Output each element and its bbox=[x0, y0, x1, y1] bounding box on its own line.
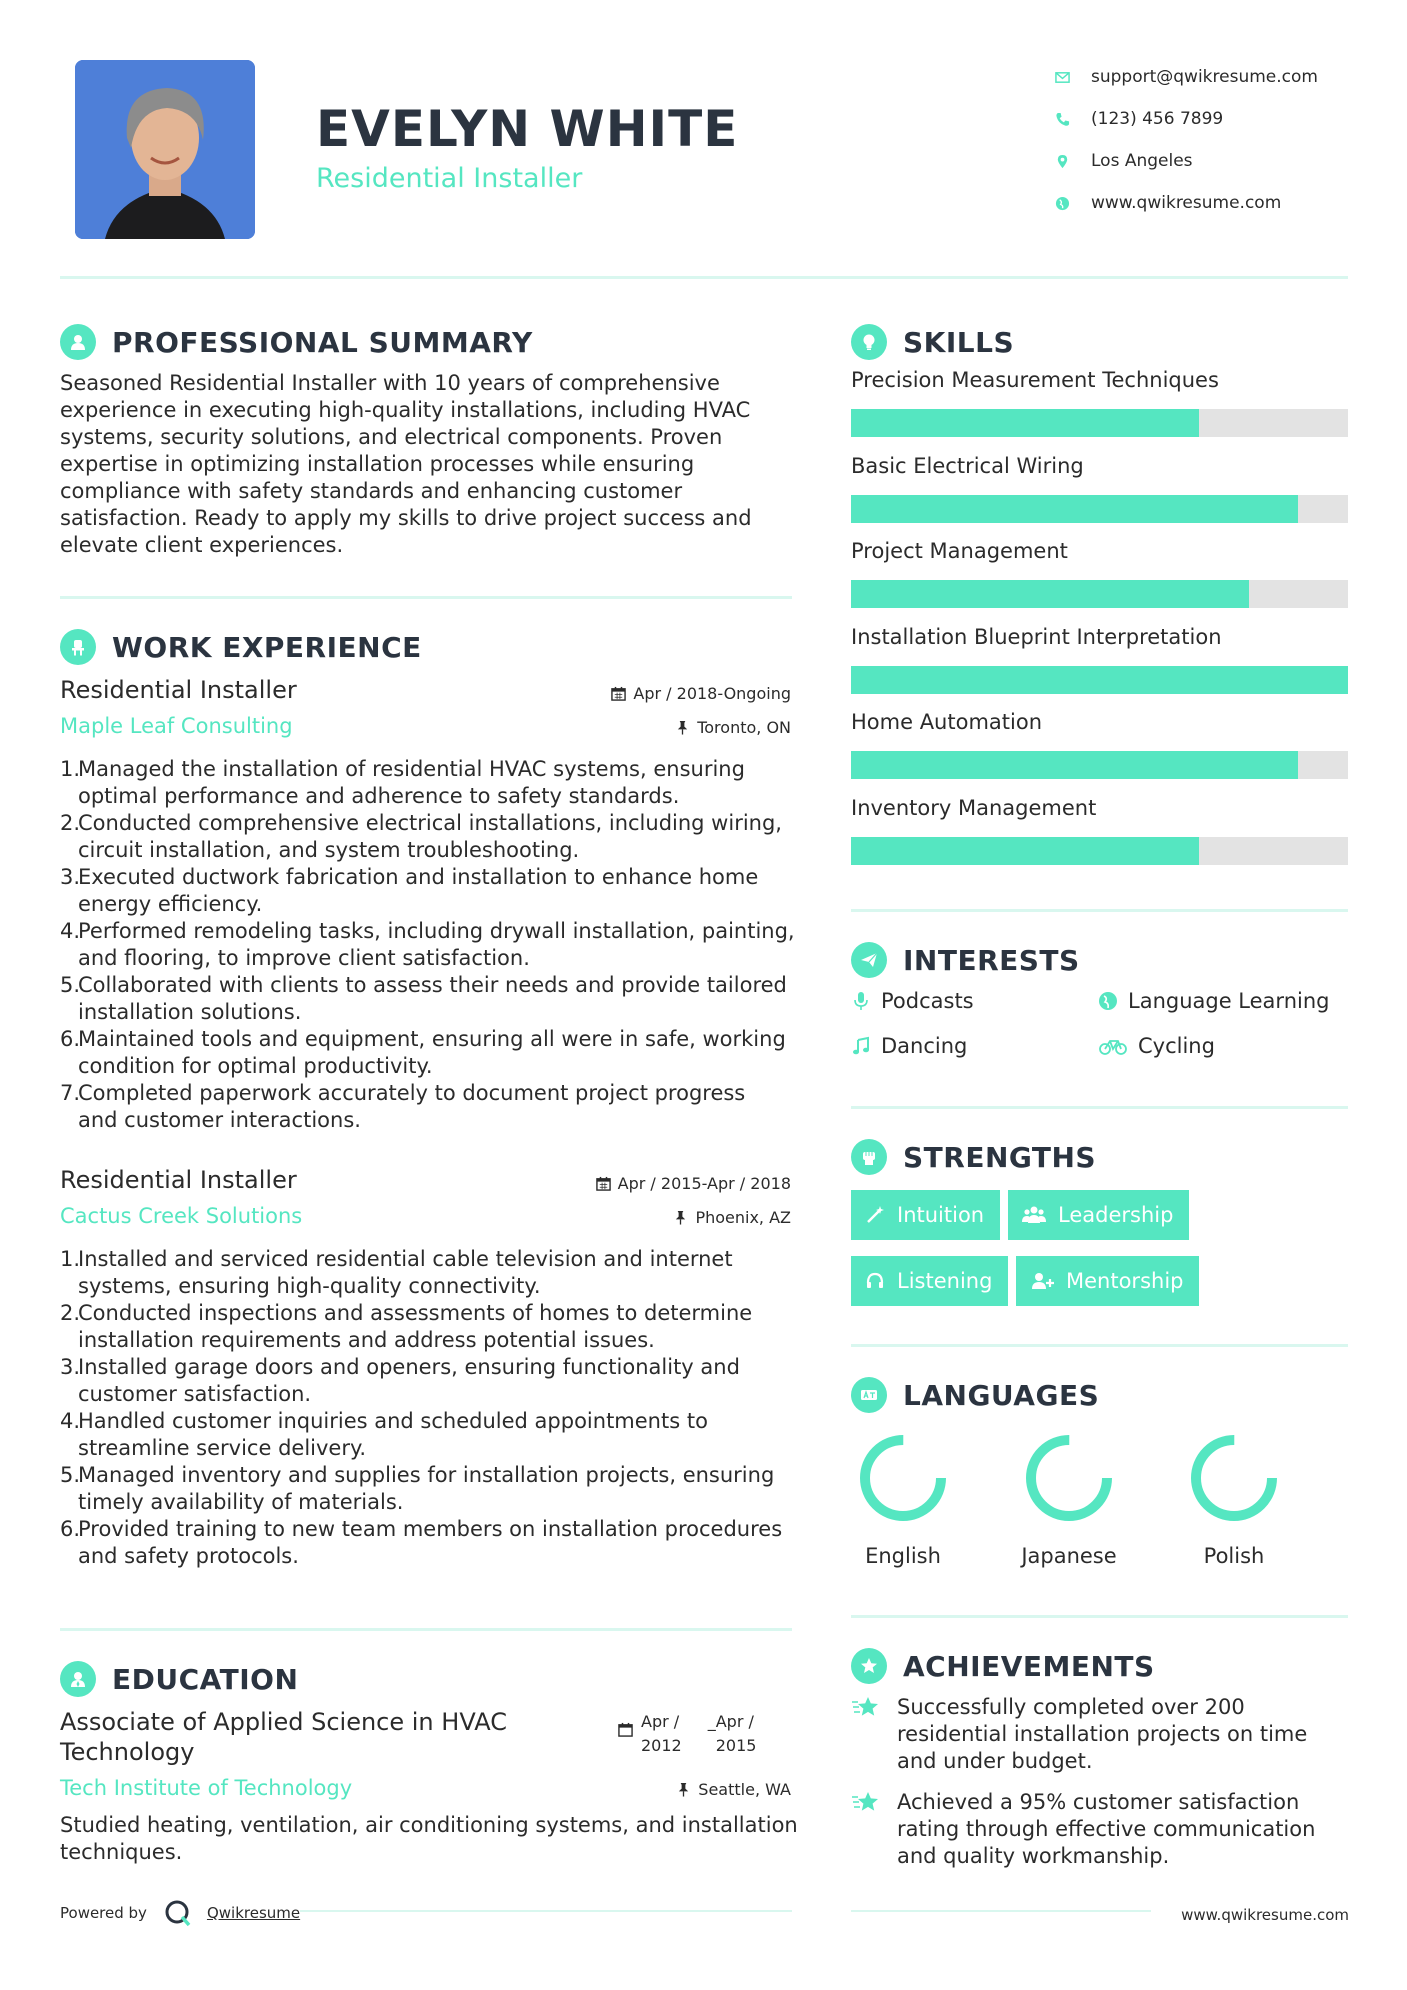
globe-icon bbox=[1055, 196, 1091, 211]
job-duties bbox=[60, 756, 800, 1134]
achievement-line: rating through effective communication bbox=[897, 1817, 1316, 1841]
summary-text bbox=[60, 370, 800, 559]
job-location-text: Phoenix, AZ bbox=[695, 1208, 791, 1227]
achievement-line: and quality workmanship. bbox=[897, 1844, 1170, 1868]
star-icon bbox=[851, 1789, 881, 1819]
achievement-text bbox=[897, 1789, 1315, 1870]
language-label: English bbox=[865, 1544, 941, 1568]
candidate-name: EVELYN WHITE bbox=[316, 100, 739, 158]
skill-label: Precision Measurement Techniques bbox=[851, 368, 1219, 392]
profile-photo bbox=[75, 60, 255, 239]
footer-divider-right bbox=[851, 1910, 1151, 1912]
education-start bbox=[641, 1710, 682, 1758]
contact-location bbox=[1055, 140, 1355, 182]
summary-line: compliance with safety standards and enhancing customer bbox=[60, 479, 683, 503]
language-ring-arc bbox=[1196, 1440, 1272, 1516]
education-title: EDUCATION bbox=[112, 1662, 299, 1696]
job-title: Residential Installer bbox=[60, 676, 297, 704]
degree-line: Associate of Applied Science in HVAC bbox=[60, 1708, 507, 1736]
achievement-item bbox=[851, 1694, 1307, 1775]
interest-item bbox=[851, 1034, 967, 1058]
language-ring-arc bbox=[865, 1440, 941, 1516]
contact-phone[interactable] bbox=[1055, 98, 1355, 140]
globe-icon bbox=[1098, 991, 1118, 1011]
company-name: Cactus Creek Solutions bbox=[60, 1204, 303, 1228]
end-month: _Apr / bbox=[707, 1712, 754, 1731]
language-ring bbox=[857, 1432, 949, 1524]
achievement-line: Achieved a 95% customer satisfaction bbox=[897, 1790, 1300, 1814]
strength-label: Listening bbox=[897, 1269, 993, 1293]
user-plus-icon bbox=[1030, 1271, 1054, 1291]
pushpin-icon bbox=[675, 720, 690, 735]
summary-title: PROFESSIONAL SUMMARY bbox=[112, 325, 533, 359]
strength-badge bbox=[851, 1190, 1000, 1240]
skill-bar-fill bbox=[851, 409, 1199, 437]
summary-heading bbox=[60, 324, 533, 360]
footer-divider-left bbox=[300, 1910, 792, 1912]
phone-icon bbox=[1055, 112, 1091, 127]
duty-item: 4. Handled customer inquiries and scheduled appointments to streamline service delivery. bbox=[60, 1409, 708, 1460]
phone-text: (123) 456 7899 bbox=[1091, 109, 1224, 129]
map-pin-icon bbox=[1055, 154, 1091, 169]
strength-badge bbox=[1016, 1256, 1199, 1306]
job-location bbox=[675, 718, 791, 737]
strengths-heading bbox=[851, 1139, 1096, 1175]
language-ring bbox=[1023, 1432, 1115, 1524]
start-year: 2012 bbox=[641, 1736, 682, 1755]
strength-label: Intuition bbox=[897, 1203, 985, 1227]
chair-icon bbox=[60, 629, 96, 665]
duty-item: 3. Executed ductwork fabrication and installation to enhance home energy efficiency. bbox=[60, 865, 759, 916]
duty-item: 6. Provided training to new team members on installation procedures and safety protocols. bbox=[60, 1517, 783, 1568]
duty-item: 3. Installed garage doors and openers, ensuring functionality and customer satisfaction. bbox=[60, 1355, 740, 1406]
lightbulb-icon bbox=[851, 324, 887, 360]
duty-item: 6. Maintained tools and equipment, ensuring all were in safe, working condition for optimal productivity. bbox=[60, 1027, 786, 1078]
duty-item: 2. Conducted inspections and assessments of homes to determine installation requirements and address potential issues. bbox=[60, 1301, 753, 1352]
education-description bbox=[60, 1812, 800, 1866]
achievements-title: ACHIEVEMENTS bbox=[903, 1649, 1155, 1683]
company-name: Maple Leaf Consulting bbox=[60, 714, 293, 738]
job-title: Residential Installer bbox=[60, 1166, 297, 1194]
calendar-icon bbox=[611, 686, 626, 701]
end-year: 2015 bbox=[715, 1736, 757, 1755]
interests-divider bbox=[851, 1106, 1348, 1109]
achievement-text bbox=[897, 1694, 1307, 1775]
skill-bar bbox=[851, 666, 1348, 694]
skill-bar-fill bbox=[851, 837, 1199, 865]
summary-divider bbox=[60, 596, 792, 599]
language-label: Japanese bbox=[1021, 1544, 1117, 1568]
header-divider bbox=[60, 276, 1348, 279]
languages-divider bbox=[851, 1615, 1348, 1618]
languages-title: LANGUAGES bbox=[903, 1378, 1100, 1412]
brand-link[interactable]: Qwikresume bbox=[206, 1904, 301, 1922]
language-label: Polish bbox=[1203, 1544, 1265, 1568]
education-location-text: Seattle, WA bbox=[698, 1780, 791, 1799]
magic-wand-icon bbox=[865, 1205, 885, 1225]
job-location-text: Toronto, ON bbox=[697, 718, 791, 737]
achievement-line: residential installation projects on time bbox=[897, 1722, 1308, 1746]
duty-item: 1. Managed the installation of residential HVAC systems, ensuring optimal performance and adherence to safety standards. bbox=[60, 757, 745, 808]
achievements-heading bbox=[851, 1648, 1155, 1684]
summary-line: satisfaction. Ready to apply my skills to drive project success and bbox=[60, 506, 752, 530]
pushpin-icon bbox=[676, 1782, 691, 1797]
work-title: WORK EXPERIENCE bbox=[112, 630, 422, 664]
summary-line: experience in executing high-quality installations, including HVAC bbox=[60, 398, 751, 422]
skill-bar bbox=[851, 495, 1348, 523]
job-location bbox=[673, 1208, 791, 1227]
job-dates-text: Apr / 2015-Apr / 2018 bbox=[617, 1174, 791, 1193]
education-dates bbox=[618, 1710, 756, 1758]
skills-heading bbox=[851, 324, 1014, 360]
calendar-icon bbox=[596, 1176, 611, 1191]
languages-heading bbox=[851, 1377, 1099, 1413]
duty-item: 5. Collaborated with clients to assess their needs and provide tailored installation solutions. bbox=[60, 973, 787, 1024]
language-ring-arc bbox=[1031, 1440, 1107, 1516]
school-name: Tech Institute of Technology bbox=[60, 1776, 353, 1800]
location-text: Los Angeles bbox=[1091, 151, 1193, 171]
skill-label: Installation Blueprint Interpretation bbox=[851, 624, 1222, 649]
strengths-divider bbox=[851, 1344, 1348, 1347]
interest-item bbox=[851, 989, 974, 1013]
summary-line: Seasoned Residential Installer with 10 years of comprehensive bbox=[60, 371, 720, 395]
paper-plane-icon bbox=[851, 942, 887, 978]
duty-item: 2. Conducted comprehensive electrical installations, including wiring, circuit installation, and system troubleshooting. bbox=[60, 811, 782, 862]
star-icon bbox=[851, 1694, 881, 1724]
achievement-item bbox=[851, 1789, 1315, 1870]
education-location bbox=[676, 1780, 791, 1799]
skill-bar bbox=[851, 580, 1348, 608]
duty-item: 5. Managed inventory and supplies for installation projects, ensuring timely availability of materials. bbox=[60, 1463, 775, 1514]
user-icon bbox=[60, 324, 96, 360]
interest-label: Podcasts bbox=[881, 989, 974, 1013]
job-duties bbox=[60, 1246, 800, 1570]
duty-item: 7. Completed paperwork accurately to document project progress and customer interactions. bbox=[60, 1081, 746, 1132]
strength-label: Leadership bbox=[1058, 1203, 1174, 1227]
interests-heading bbox=[851, 942, 1080, 978]
strength-label: Mentorship bbox=[1066, 1269, 1184, 1293]
job-dates-text: Apr / 2018-Ongoing bbox=[633, 684, 791, 703]
interest-item bbox=[1098, 1034, 1215, 1058]
skill-bar bbox=[851, 751, 1348, 779]
strength-badge bbox=[851, 1256, 1008, 1306]
interest-label: Language Learning bbox=[1128, 989, 1330, 1013]
contact-website[interactable] bbox=[1055, 182, 1355, 224]
start-month: Apr / bbox=[641, 1712, 680, 1731]
summary-line: systems, security solutions, and electrical components. Proven bbox=[60, 425, 723, 449]
star-badge-icon bbox=[851, 1648, 887, 1684]
interest-item bbox=[1098, 989, 1329, 1013]
education-desc-line: techniques. bbox=[60, 1840, 183, 1864]
skill-bar-fill bbox=[851, 751, 1298, 779]
language-ring bbox=[1188, 1432, 1280, 1524]
skill-label: Inventory Management bbox=[851, 795, 1097, 820]
summary-line: expertise in optimizing installation processes while ensuring bbox=[60, 452, 695, 476]
job-dates bbox=[611, 684, 791, 703]
website-text: www.qwikresume.com bbox=[1091, 193, 1282, 213]
interests-title: INTERESTS bbox=[903, 943, 1080, 977]
skill-bar bbox=[851, 409, 1348, 437]
duty-item: 4. Performed remodeling tasks, including drywall installation, painting, and flooring, to improve client satisfaction. bbox=[60, 919, 795, 970]
users-icon bbox=[1022, 1205, 1046, 1225]
achievement-line: and under budget. bbox=[897, 1749, 1093, 1773]
skill-label: Basic Electrical Wiring bbox=[851, 453, 1084, 478]
footer-website[interactable]: www.qwikresume.com bbox=[1181, 1906, 1349, 1924]
skill-bar bbox=[851, 837, 1348, 865]
microphone-icon bbox=[851, 991, 871, 1011]
fist-icon bbox=[851, 1139, 887, 1175]
strengths-title: STRENGTHS bbox=[903, 1140, 1097, 1174]
duty-item: 1. Installed and serviced residential cable television and internet systems, ensuring high-quality connectivity. bbox=[60, 1247, 733, 1298]
work-heading bbox=[60, 629, 422, 665]
skill-bar-fill bbox=[851, 495, 1298, 523]
headphones-icon bbox=[865, 1271, 885, 1291]
education-heading bbox=[60, 1661, 298, 1697]
interest-label: Cycling bbox=[1138, 1034, 1215, 1058]
interest-label: Dancing bbox=[881, 1034, 968, 1058]
contact-email[interactable] bbox=[1055, 56, 1355, 98]
powered-by-text: Powered by bbox=[60, 1904, 147, 1922]
contact-info bbox=[1055, 56, 1355, 224]
skill-label: Project Management bbox=[851, 539, 1068, 563]
education-end bbox=[708, 1710, 757, 1758]
achievement-line: Successfully completed over 200 bbox=[897, 1695, 1245, 1719]
email-text: support@qwikresume.com bbox=[1091, 67, 1318, 87]
candidate-title: Residential Installer bbox=[316, 163, 583, 194]
skill-bar-fill bbox=[851, 580, 1249, 608]
summary-line: elevate client experiences. bbox=[60, 533, 344, 557]
skill-label: Home Automation bbox=[851, 710, 1042, 734]
degree-name bbox=[60, 1707, 507, 1767]
qwikresume-logo-icon bbox=[163, 1898, 193, 1928]
skills-title: SKILLS bbox=[903, 325, 1015, 359]
strength-badge bbox=[1008, 1190, 1189, 1240]
education-desc-line: Studied heating, ventilation, air conditioning systems, and installation bbox=[60, 1813, 798, 1837]
music-note-icon bbox=[851, 1036, 871, 1056]
language-icon bbox=[851, 1377, 887, 1413]
envelope-icon bbox=[1055, 70, 1091, 85]
skill-bar-fill bbox=[851, 666, 1348, 694]
powered-by bbox=[60, 1898, 300, 1928]
bicycle-icon bbox=[1098, 1036, 1128, 1056]
skills-divider bbox=[851, 909, 1348, 912]
work-divider bbox=[60, 1628, 792, 1631]
pushpin-icon bbox=[673, 1210, 688, 1225]
degree-line: Technology bbox=[60, 1738, 195, 1766]
job-dates bbox=[596, 1174, 791, 1193]
graduate-icon bbox=[60, 1661, 96, 1697]
calendar-icon bbox=[618, 1722, 633, 1737]
